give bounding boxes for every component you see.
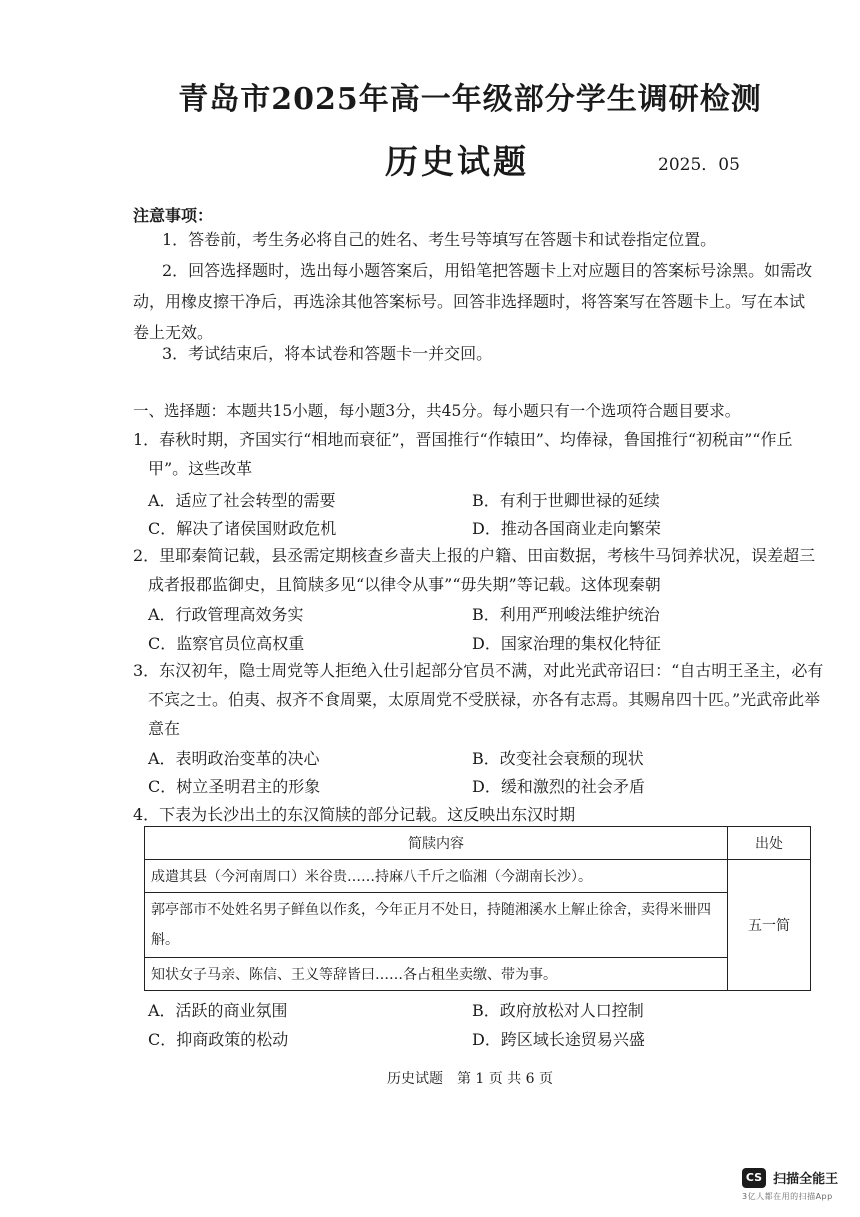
section-heading: 一、选择题：本题共15小题，每小题3分，共45分。每小题只有一个选项符合题目要求。: [133, 402, 741, 420]
question-4-stem: 4．下表为长沙出土的东汉简牍的部分记载。这反映出东汉时期: [133, 805, 576, 824]
notice-item-2: 2．回答选择题时，选出每小题答案后，用铅笔把答题卡上对应题目的答案标号涂黑。如需改动，用橡皮擦干净后，再选涂其他答案标号。回答非选择题时，将答案写在答题卡上。写在本试卷上无效。: [133, 261, 813, 342]
exam-title: 青岛市2025年高一年级部分学生调研检测: [178, 82, 762, 117]
table-row-2: 郭亭部市不处姓名男子鲜鱼以作炙，今年正月不处日，持随湘溪水上解止徐舍，卖得米卌四斛。: [145, 893, 728, 958]
question-2-option-b[interactable]: B．利用严刑峻法维护统治: [472, 605, 660, 624]
question-3-option-a[interactable]: A．表明政治变革的决心: [148, 749, 320, 768]
question-2-option-c[interactable]: C．监察官员位高权重: [148, 634, 305, 653]
question-4-option-b[interactable]: B．政府放松对人口控制: [472, 1001, 644, 1020]
question-3-option-c[interactable]: C．树立圣明君主的形象: [148, 777, 321, 796]
question-1-option-d[interactable]: D．推动各国商业走向繁荣: [472, 519, 661, 538]
question-3-stem: 3．东汉初年，隐士周党等人拒绝入仕引起部分官员不满，对此光武帝诏曰：“自古明王圣主，必有不宾之士。伯夷、叔齐不食周粟，太原周党不受朕禄，亦各有志焉。其赐帛四十匹。”光武帝此举意在: [133, 661, 824, 738]
question-1-option-a[interactable]: A．适应了社会转型的需要: [148, 491, 336, 510]
exam-date: 2025．05: [658, 155, 740, 175]
table-header-source: 出处: [728, 827, 811, 860]
scanner-name: 扫描全能王: [773, 1172, 839, 1187]
question-3-option-d[interactable]: D．缓和激烈的社会矛盾: [472, 777, 645, 796]
question-4-option-c[interactable]: C．抑商政策的松动: [148, 1030, 289, 1049]
table-header-content: 简牍内容: [145, 827, 728, 860]
notice-item-1: 1．答卷前，考生务必将自己的姓名、考生号等填写在答题卡和试卷指定位置。: [162, 230, 717, 249]
page-footer: 历史试题 第 1 页 共 6 页: [386, 1071, 554, 1087]
scanner-watermark: [742, 1167, 850, 1202]
subject-title: 历史试题: [385, 142, 529, 181]
notice-item-3: 3．考试结束后，将本试卷和答题卡一并交回。: [162, 344, 493, 363]
table-row-3: 知状女子马亲、陈信、王义等辞皆曰……各占租坐卖缴、带为事。: [145, 958, 728, 991]
question-3-option-b[interactable]: B．改变社会衰颓的现状: [472, 749, 644, 768]
question-2-stem: 2．里耶秦简记载，县丞需定期核查乡啬夫上报的户籍、田亩数据，考核牛马饲养状况，误差超三成者报郡监御史，且简牍多见“以律令从事”“毋失期”等记载。这体现秦朝: [133, 546, 816, 594]
question-4-option-a[interactable]: A．活跃的商业氛围: [148, 1001, 288, 1020]
question-1-stem: 1．春秋时期，齐国实行“相地而衰征”，晋国推行“作辕田”、均俸禄，鲁国推行“初税亩”“作丘甲”。这些改革: [133, 430, 793, 478]
scanner-tagline: 3亿人都在用的扫描App: [742, 1191, 833, 1201]
bamboo-slips-table: [144, 826, 811, 991]
scanner-logo-icon: CS: [742, 1168, 766, 1188]
question-2-option-d[interactable]: D．国家治理的集权化特征: [472, 634, 661, 653]
table-row-1: 成遣其县（今河南周口）米谷贵……持麻八千斤之临湘（今湖南长沙）。: [145, 860, 728, 893]
question-1-option-c[interactable]: C．解决了诸侯国财政危机: [148, 519, 337, 538]
notice-heading: 注意事项：: [133, 206, 214, 225]
table-source-cell: 五一简: [728, 860, 811, 991]
question-4-option-d[interactable]: D．跨区域长途贸易兴盛: [472, 1030, 645, 1049]
question-2-option-a[interactable]: A．行政管理高效务实: [148, 605, 304, 624]
question-1-option-b[interactable]: B．有利于世卿世禄的延续: [472, 491, 660, 510]
